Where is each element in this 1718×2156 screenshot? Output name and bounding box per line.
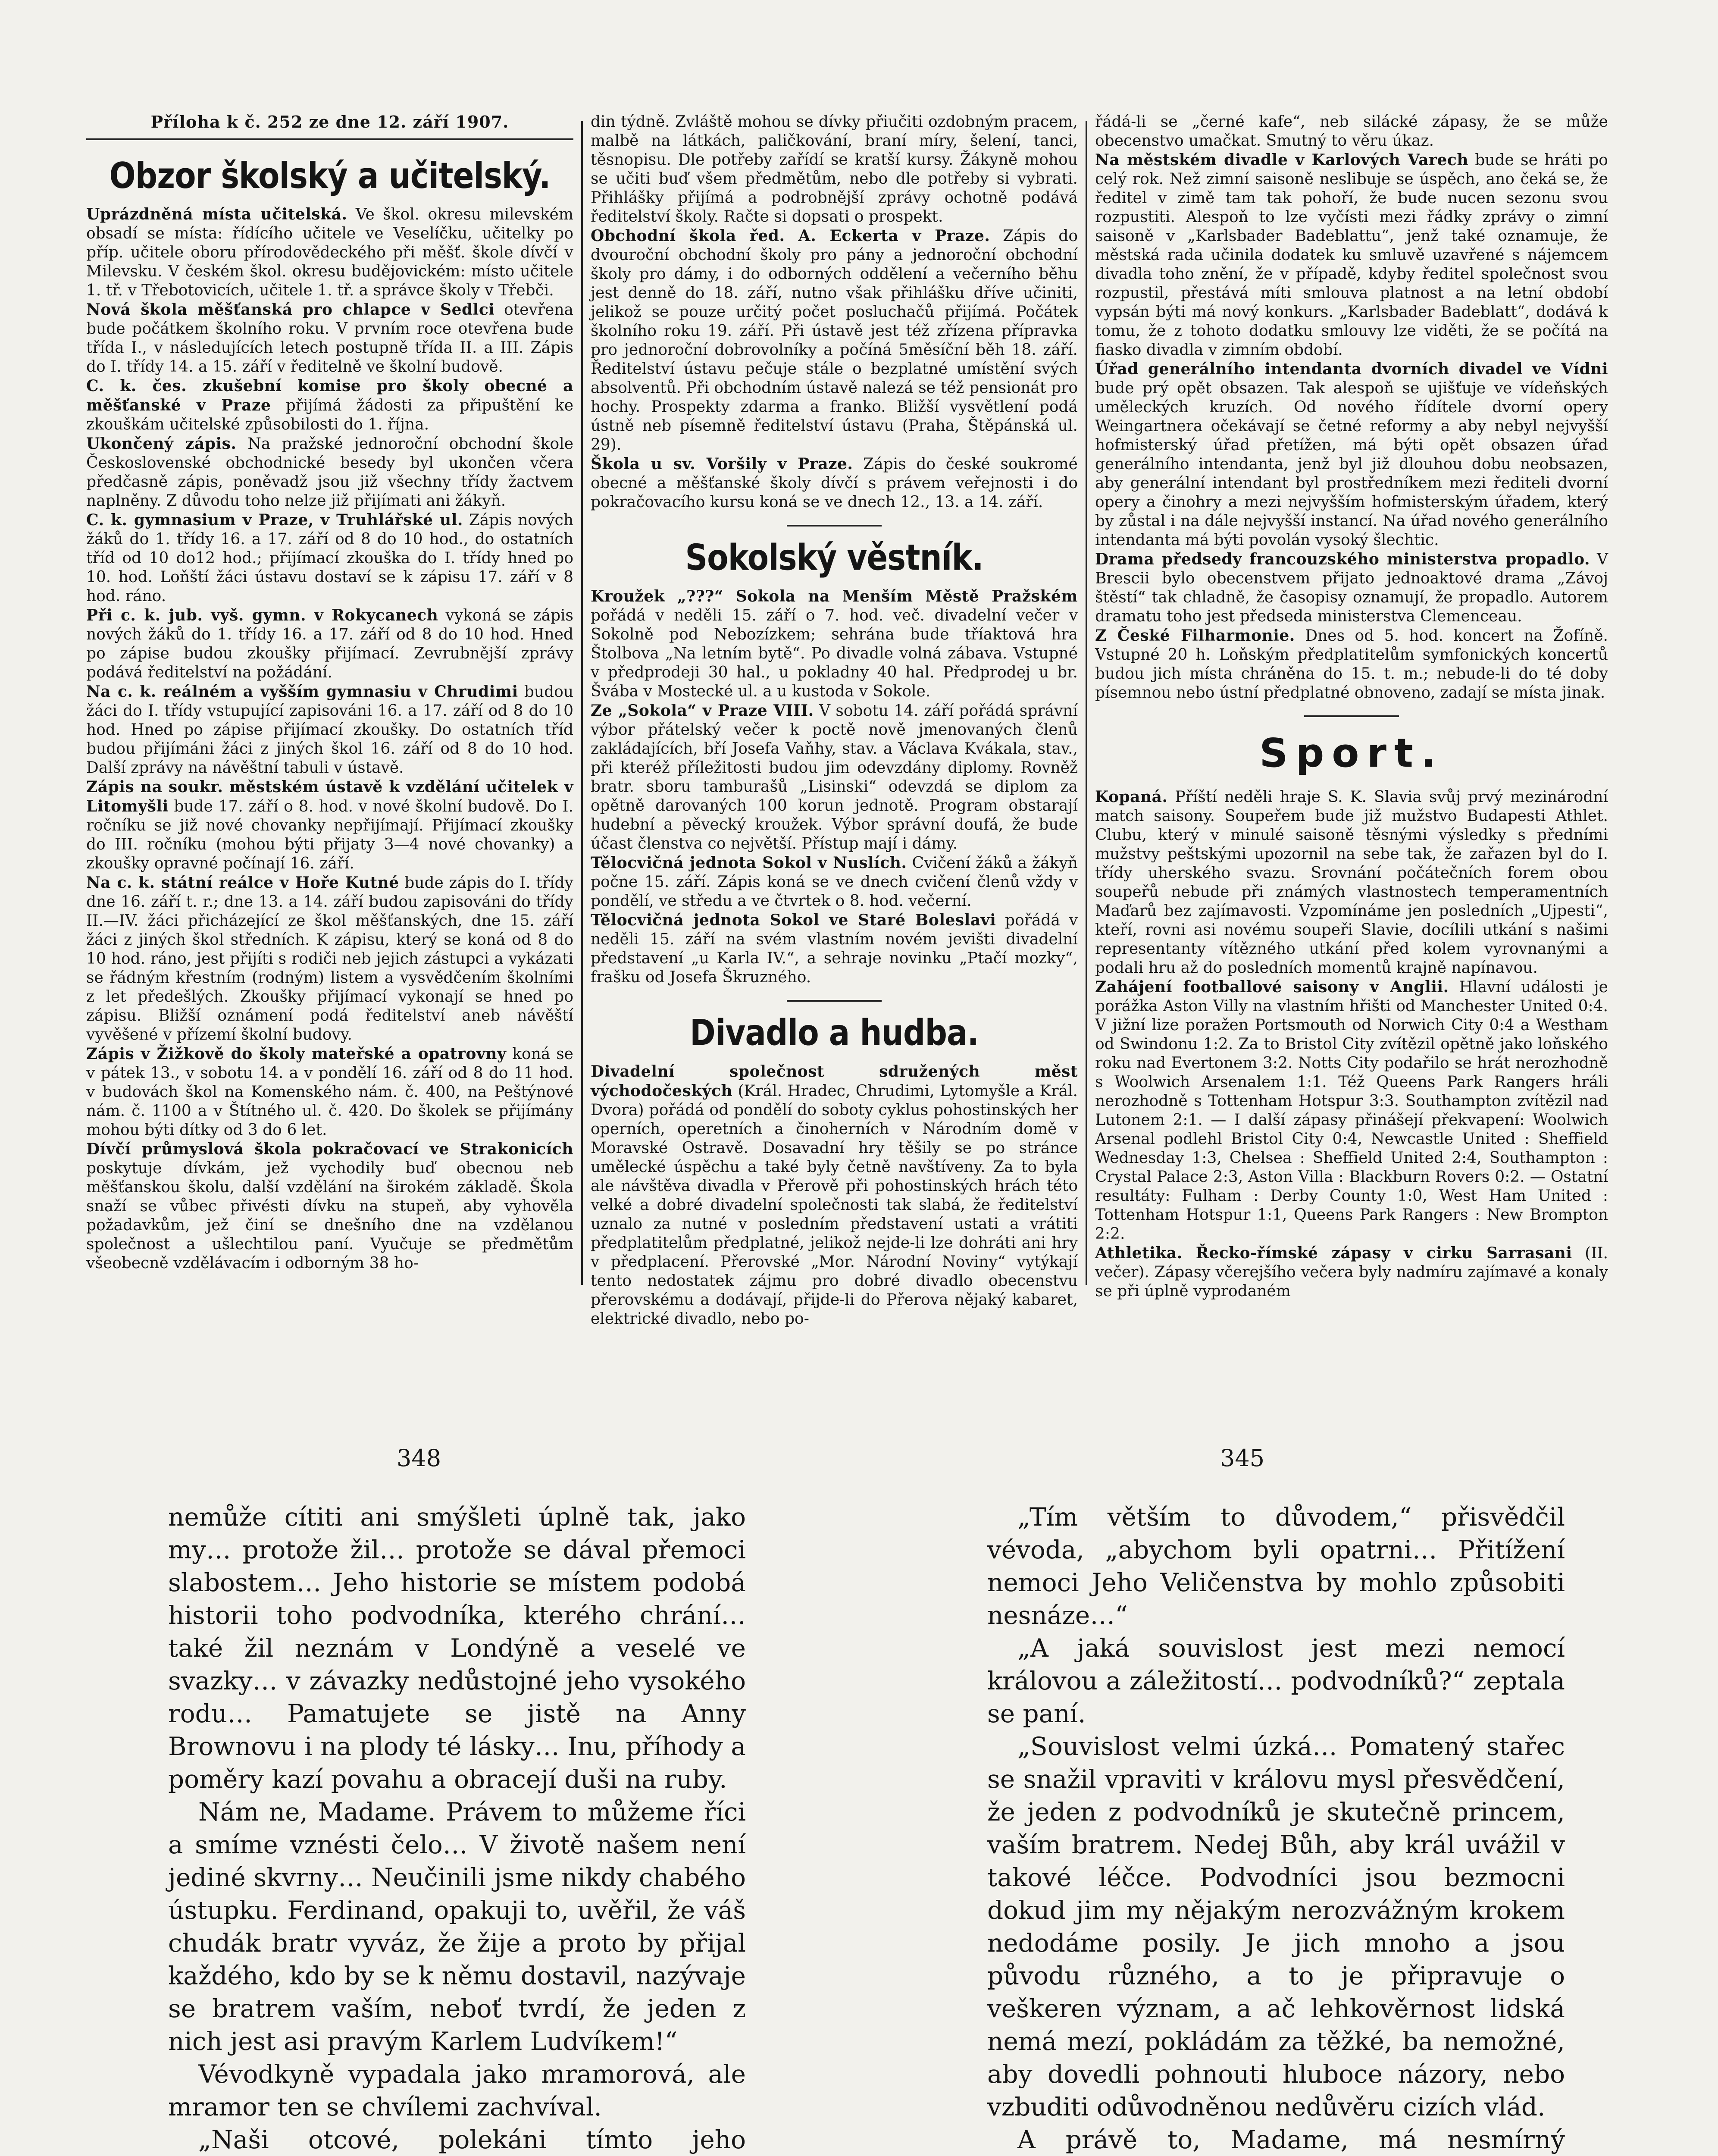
book-page-left [168,1501,746,2156]
article: Při c. k. jub. vyš. gymn. v Rokycanech vykoná se zápis nových žáků do 1. třídy 16. a 17. září od 8 do 10 hod. Hned po zápise budou zkoušky přijímací. Zevrubnější zprávy podává ředitelství na požádání. [86,606,573,681]
newspaper-column-3 [1095,112,1608,1311]
article: din týdně. Zvláště mohou se dívky přiučiti ozdobným pracem, malbě na látkách, paličkování, braní míry, šelení, tanci, těsnopisu. Dle potřeby zařídí se kratší kursy. Žákyně mohou se učiti buď všem předmětům, nebo dle potřeby si vybrati. Přihlášky přijímá a podrobnější zprávy ochotně podává ředitelství školy. Račte si dopsati o prospekt. [591,113,1078,226]
article: Zápis v Žižkově do školy mateřské a opatrovny koná se v pátek 13., v sobotu 14. a v pondělí 16. září od 8 do 11 hod. v budovách škol na Komenského nám. č. 400, na Peštýnové nám. č. 1100 a v Štítného ul. č. 420. Do školek se přijímány mohou býti dítky od 3 do 6 let. [86,1045,573,1139]
section-heading-school: Obzor školský a učitelský. [109,154,551,197]
article: Tělocvičná jednota Sokol ve Staré Boleslavi pořádá v neděli 15. září na svém vlastním novém jevišti divadelní představení „u Karla IV.“, a sehraje novinku „Ptačí mozky“, frašku od Josefa Škruzného. [591,911,1078,986]
book-paragraph: Vévodkyně vypadala jako mramorová, ale mramor ten se chvílemi zachvíval. [168,2059,746,2122]
article: Uprázdněná místa učitelská. Ve škol. okresu milevském obsadí se místa: řídícího učitele ve Veselíčku, učitelky po příp. učitele oboru přírodovědeckého při měšť. škole dívčí v Milevsku. V českém škol. okresu budějovickém: místo učitele 1. tř. v Třebotovicích, učitele 1. tř. a správce školy v Třebči. [86,205,573,299]
article: Úřad generálního intendanta dvorních divadel ve Vídni bude prý opět obsazen. Tak alespoň se ujišťuje ve vídeňských uměleckých kruzích. Od nového řídítele dvorní opery Weingartnera očekávají se četné reformy a aby nebyl nejvyšší hofmisterský úřad přetížen, má býti opět obsazen úřad generálního intendanta, jenž byl již dlouhou dobu neobsazen, aby generální intendant byl prostředníkem mezi řediteli dvorní opery a činohry a mezi nejvyšším hofmisterským úřadem, který by zůstal i na dále nejvyšší instancí. Na úřad nového generálního intendanta má býti povolán vysoký šlechtic. [1095,360,1608,549]
article: Zahájení footballové saisony v Anglii. Hlavní události je porážka Aston Villy na vlastním hřišti od Manchester United 0:4. V jižní lize poražen Portsmouth od Norwich City 0:4 a Westham od Swindonu 1:2. Za to Bristol City zvítězil opětně jako loňského roku nad Evertonem 3:2. Notts City podařilo se hrát nerozhodně s Woolwich Arsenalem 1:1. Též Queens Park Rangers hráli nerozhodně s Tottenham Hotspur 3:3. Southampton zvítězil nad Lutonem 2:1. — I další zápasy přinášejí překvapení: Woolwich Arsenal podlehl Bristol City 0:4, Newcastle United : Sheffield Wednesday 1:3, Chelsea : Sheffield United 2:4, Southampton : Crystal Palace 2:3, Aston Villa : Blackburn Rovers 0:2. — Ostatní resultáty: Fulham : Derby County 1:0, West Ham United : Tottenham Hotspur 1:1, Queens Park Rangers : New Brompton 2:2. [1095,978,1608,1243]
article: Zápis na soukr. městském ústavě k vzdělání učitelek v Litomyšli bude 17. září o 8. hod. v nové školní budově. Do I. ročníku se již nové chovanky nepřijímají. Přijímací zkoušky do III. ročníku (mohou býti přijaty 3—4 nové chovanky) a zkoušky opravné počínají 16. září. [86,778,573,872]
book-paragraph: A právě to, Madame, má nesmírný [1017,2125,1565,2154]
article: Dívčí průmyslová škola pokračovací ve Strakonicích poskytuje dívkám, jež vychodily buď obecnou neb měšťanskou školu, další vzdělání na širokém základě. Škola snaží se vůbec přivésti dívku na stupeň, aby vyhověla požadavkům, jež činí se dnešního dne na vzdělanou společnost a ušlechtilou paní. Vyučuje se předmětům všeobecně vzdělávacím i odborným 38 ho- [86,1140,573,1272]
book-paragraph: „Tím větším to důvodem,“ přisvědčil vévoda, „abychom byli opatrni… Přitížení nemoci Jeho Veličenstva by mohlo způsobiti nesnáze…“ [987,1502,1565,1630]
section-heading-sport: Sport. [1259,730,1444,776]
section-divider [1304,715,1399,717]
section-heading-sokol: Sokolský věstník. [685,536,983,579]
article: Na c. k. státní reálce v Hoře Kutné bude zápis do I. třídy dne 16. září t. r.; dne 13. a 14. září budou zapisováni do třídy II.—IV. žáci přicházející ze škol měšťanských, dne 15. září žáci z jiných škol středních. K zápisu, který se koná od 8 do 10 hod. ráno, jest přijíti s rodiči neb jejich zástupci a vykázati se řádným křestním (rodným) listem a vysvědčením školními z let předešlých. Zkoušky přijímací vykonají se hned po zápisu. Bližší oznámení podá ředitelství aneb návěští vyvěšené v přízemí školní budovy. [86,874,573,1044]
article: Kopaná. Příští neděli hraje S. K. Slavia svůj prvý mezinárodní match saisony. Soupeřem bude již mužstvo Budapesti Athlet. Clubu, který v minulé saisoně těsnými výsledky s předními mužstvy peštskými upozornil na sebe tak, že zařazen byl do I. třídy uherského svazu. Srovnání počátečních forem obou soupeřů nebude při známých vlastnostech temperamentních Maďarů bez zajímavosti. Vzpomínáme jen posledních „Ujpesti“, kteří, rovni asi novému soupeři Slavie, docílili utkání s našimi representanty vítězného utkání před kolem vyrovnanými a podali hru až do posledních momentů krajně napínavou. [1095,788,1608,977]
article: Ze „Sokola“ v Praze VIII. V sobotu 14. září pořádá správní výbor přátelský večer k poctě nově jmenovaných členů zakládajících, bří Josefa Vaňhy, stav. a Václava Kvákala, stav., při kteréž příležitosti budou jim odevzdány diplomy. Rovněž bratr. sboru tamburašů „Lisinski“ odevzdá se diplom za opětně darovaných 100 korun jednotě. Program obstarají hudební a pěvecký kroužek. Výbor správní doufá, že bude účast členstva co největší. Přístup mají i dámy. [591,702,1078,852]
article: Na městském divadle v Karlových Varech bude se hráti po celý rok. Než zimní saisoně neslibuje se úspěch, ano čeká se, že ředitel v zimě tam tak pohoří, že bude nucen sezonu svou rozpustiti. Alespoň to lze vyčísti mezi řádky zprávy o zimní saisoně v „Karlsbader Badeblattu“, jenž také oznamuje, že městská rada učinila dodatek ku smluvě uzavřené s nájemcem divadla toho znění, že v případě, kdyby ředitel společnost svou rozpustil, přestává míti smlouva platnost a na letní období vypsán býti má nový konkurs. „Karlsbader Badeblatt“, dodává k tomu, že z tohoto dodatku smlouvy lze viděti, že se počítá na fiasko divadla v zimním období. [1095,151,1608,359]
article: C. k. čes. zkušební komise pro školy obecné a měšťanské v Praze přijímá žádosti za připuštění ke zkouškám učitelské způsobilosti do 1. října. [86,377,574,433]
article: Z České Filharmonie. Dnes od 5. hod. koncert na Žofíně. Vstupné 20 h. Loňským předplatitelům symfonických koncertů budou jich místa chráněna do 15. t. m.; nebude-li do té doby písemnou nebo ústní předplatné obnoveno, zadají se místa jinak. [1095,627,1608,702]
section-heading-theatre: Divadlo a hudba. [690,1012,979,1054]
article: Kroužek „???“ Sokola na Menším Městě Pražském pořádá v neděli 15. září o 7. hod. več. divadelní večer v Sokolně pod Nebozízkem; sehrána bude tříaktová hra Štolbova „Na letním bytě“. Po divadle volná zábava. Vstupné v předprodeji 30 hal., u pokladny 40 hal. Předprodej u br. Švába v Mostecké ul. a u kustoda v Sokole. [591,587,1078,700]
article: Nová škola měšťanská pro chlapce v Sedlci otevřena bude počátkem školního roku. V prvním roce otevřena bude třída I., v následujících letech postupně třída II. a III. Zápis do I. třídy 14. a 15. září v ředitelně ve školní budově. [86,301,573,376]
article: C. k. gymnasium v Praze, v Truhlářské ul. Zápis nových žáků do 1. třídy 16. a 17. září od 8 do 10 hod., do ostatních tříd od 10 do12 hod.; přijímací zkouška do I. třídy hned po 10. hod. Loňští žáci ústavu dostaví se k zápisu 17. září v 8 hod. ráno. [86,511,574,605]
article: Drama předsedy francouzského ministerstva propadlo. V Brescii bylo obecenstvem přijato jednoaktové drama „Závoj štěstí“ tak chladně, že časopisy oznamují, že propadlo. Autorem dramatu toho jest předseda ministerstva Clemenceau. [1095,550,1608,625]
article: Ukončený zápis. Na pražské jednoroční obchodní škole Československé obchodnické besedy byl ukončen včera předčasně zápis, poněvadž jsou již všechny třídy žactvem naplněny. Z důvodu toho nelze již přijímati ani žákyň. [86,435,573,510]
article-list [86,205,573,1273]
book-page-right [987,1501,1565,2156]
article: Athletika. Řecko-římské zápasy v cirku Sarrasani (II. večer). Zápasy včerejšího večera byly nadmíru zajímavé a konaly se při úplně vyprodaném [1095,1244,1608,1300]
column-divider [1086,121,1087,1285]
article: Škola u sv. Voršily v Praze. Zápis do české soukromé obecné a měšťanské školy dívčí s právem veřejnosti i do pokračovacího kursu koná se ve dnech 12., 13. a 14. září. [591,455,1078,511]
article: Obchodní škola řed. A. Eckerta v Praze. Zápis do dvouroční obchodní školy pro pány a jednoroční obchodní školy pro dámy, i do odborných oddělení a večerního běhu jest denně do 18. září, nutno však přihlášku dříve učiniti, jelikož se pouze určitý počet posluchačů přijímá. Počátek školního roku 19. září. Při ústavě jest též zřízena přípravka pro jednoroční dobrovolníky a počíná 5měsíční běh 18. září. Ředitelství ústavu pečuje stále o bezplatné umístění svých absolventů. Při obchodním ústavě nalezá se též pensionát pro hochy. Prospekty zdarma a franko. Bližší vysvětlení podá ústně neb písemně ředitelství ústavu (Praha, Štěpánská ul. 29). [591,227,1078,454]
newspaper-column-2 [591,112,1078,1328]
book-paragraph: nemůže cítiti ani smýšleti úplně tak, jako my… protože žil… protože se dával přemoci slabostem… Jeho historie se místem podobá historii toho podvodníka, kterého chrání… také žil neznám v Londýně a veselé ve svazky… v závazky nedůstojné jeho vysokého rodu… Pamatujete se jistě na Anny Brownovu i na plody té lásky… Inu, příhody a poměry kazí povahu a obracejí duši na ruby. [168,1502,746,1794]
newspaper-column-1 [86,112,573,1311]
section-divider [787,525,882,526]
article: Divadelní společnost sdružených měst východočeských (Král. Hradec, Chrudimi, Lytomyšle a Král. Dvora) pořádá od pondělí do soboty cyklus pohostinských her operních, operetních a činoherních v Národním domě v Moravské Ostravě. Dosavadní hry těšily se po stránce umělecké úspěchu a také byly četně navštíveny. Za to byla ale návštěva divadla v Přerově při pohostinských hrách této velké a dobré divadelní společnosti tak slabá, že ředitelství uznalo za nutné v posledním představení ustati a vrátiti předplatitelům předplatné, jelikož nejde-li lze dohráti ani hry v předplacení. Přerovské „Mor. Národní Noviny“ vytýkají tento nedostatek zájmu pro dobré divadlo obecenstvu přerovskému a dodávají, přijde-li do Přerova nějaký kabaret, elektrické divadlo, nebo po- [591,1062,1078,1328]
section-divider [787,1000,882,1002]
supplement-masthead: Příloha k č. 252 ze dne 12. září 1907. [86,112,573,140]
newspaper-supplement [86,112,1608,1328]
article: Tělocvičná jednota Sokol v Nuslích. Cvičení žáků a žákyň počne 15. září. Zápis koná se ve dnech cvičení členů vždy v pondělí, ve středu a ve čtvrtek o 8. hod. večerní. [591,854,1078,910]
book-paragraph: „A jaká souvislost jest mezi nemocí královou a záležitostí… podvodníků?“ zeptala se paní. [987,1633,1565,1728]
column-divider [581,121,583,1285]
book-paragraph: „Naši otcové, polekáni tímto jeho [198,2125,746,2154]
article: Na c. k. reálném a vyšším gymnasiu v Chrudimi budou žáci do I. třídy vstupující zapisováni 16. a 17. září od 8 do 10 hod. Hned po zápise přijímací zkoušky. Do ostatních tříd budou přijímáni žáci z jiných škol 16. září od 8 do 10 hod. Další zprávy na návěštní tabuli v ústavě. [86,683,574,777]
book-paragraph: „Souvislost velmi úzká… Pomatený stařec se snažil vpraviti v královu mysl přesvědčení, že jeden z podvodníků je skutečně princem, vaším bratrem. Nedej Bůh, aby král uvážil v takové léčce. Podvodníci jsou bezmocni dokud jim my nějakým nerozvážným krokem nedodáme posily. Je jich mnoho a jsou původu různého, a to je připravuje o veškeren význam, a ač lehkověrnost lidská nemá mezí, pokládám za těžké, ba nemožné, aby dovedli pohnouti hluboce názory, nebo vzbuditi odůvodněnou nedůvěru cizích vlád. [987,1732,1565,2122]
book-page-number-left: 348 [397,1445,441,1472]
book-page-number-right: 345 [1220,1445,1265,1472]
book-paragraph: Nám ne, Madame. Právem to můžeme říci a smíme vznésti čelo… V životě našem není jediné skvrny… Neučinili jsme nikdy chabého ústupku. Ferdinand, opakuji to, uvěřil, že váš chudák bratr vyváz, že žije a proto by přijal každého, kdo by se k němu dostavil, nazývaje se bratrem vaším, neboť tvrdí, že jeden z nich jest asi pravým Karlem Ludvíkem!“ [168,1797,746,2056]
article: řádá-li se „černé kafe“, neb silácké zápasy, že se může obecenstvo umačkat. Smutný to věru úkaz. [1095,113,1608,150]
